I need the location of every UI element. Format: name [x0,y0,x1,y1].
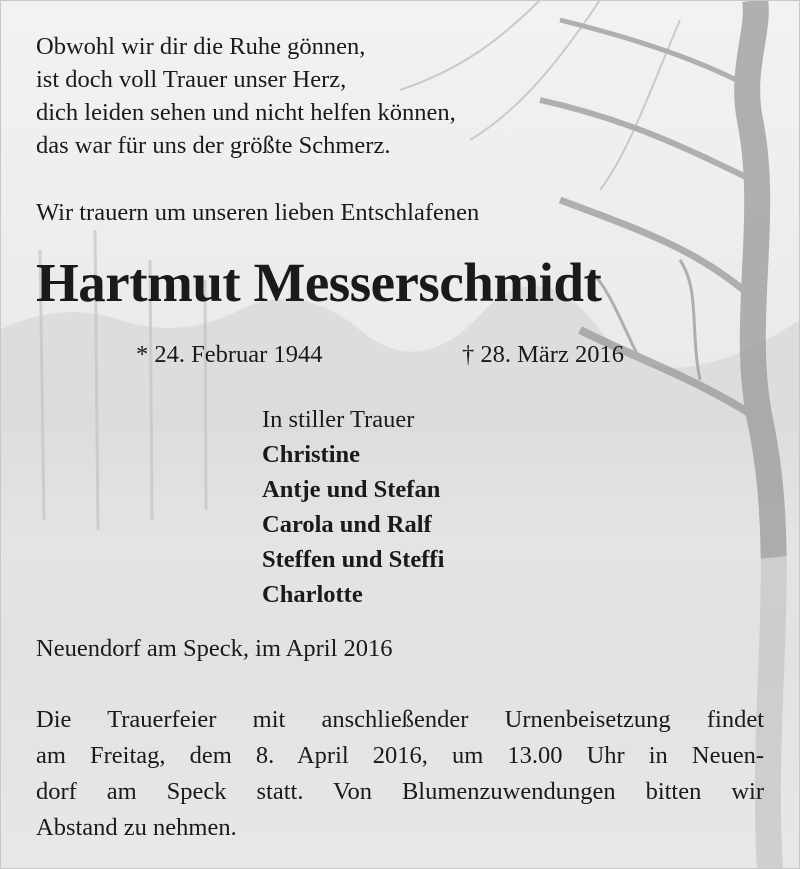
death-date: † 28. März 2016 [462,341,624,368]
funeral-details [36,702,764,846]
poem-line: dich leiden sehen und nicht helfen können, [36,99,456,126]
funeral-line: Die Trauerfeier mit anschließender Urnenbeisetzung findet [36,706,764,733]
poem-line: Obwohl wir dir die Ruhe gönnen, [36,33,366,60]
mourners-heading: In stiller Trauer [262,406,415,433]
poem-line: ist doch voll Trauer unser Herz, [36,66,347,93]
mourners-block [262,402,444,612]
funeral-line: dorf am Speck statt. Von Blumenzuwendungen bitten wir [36,778,764,805]
mourner-name: Antje und Stefan [262,476,441,503]
mourner-name: Carola und Ralf [262,511,432,538]
place-and-date: Neuendorf am Speck, im April 2016 [36,635,393,662]
funeral-line: am Freitag, dem 8. April 2016, um 13.00 Uhr in Neuen- [36,742,764,769]
mourner-name: Charlotte [262,581,363,608]
deceased-name: Hartmut Messerschmidt [36,252,602,313]
mourner-name: Steffen und Steffi [262,546,445,573]
memorial-poem [36,30,456,162]
birth-date: * 24. Februar 1944 [136,341,323,368]
funeral-line: Abstand zu nehmen. [36,814,237,841]
mourning-intro: Wir trauern um unseren lieben Entschlafenen [36,199,480,226]
poem-line: das war für uns der größte Schmerz. [36,132,391,159]
mourner-name: Christine [262,441,360,468]
